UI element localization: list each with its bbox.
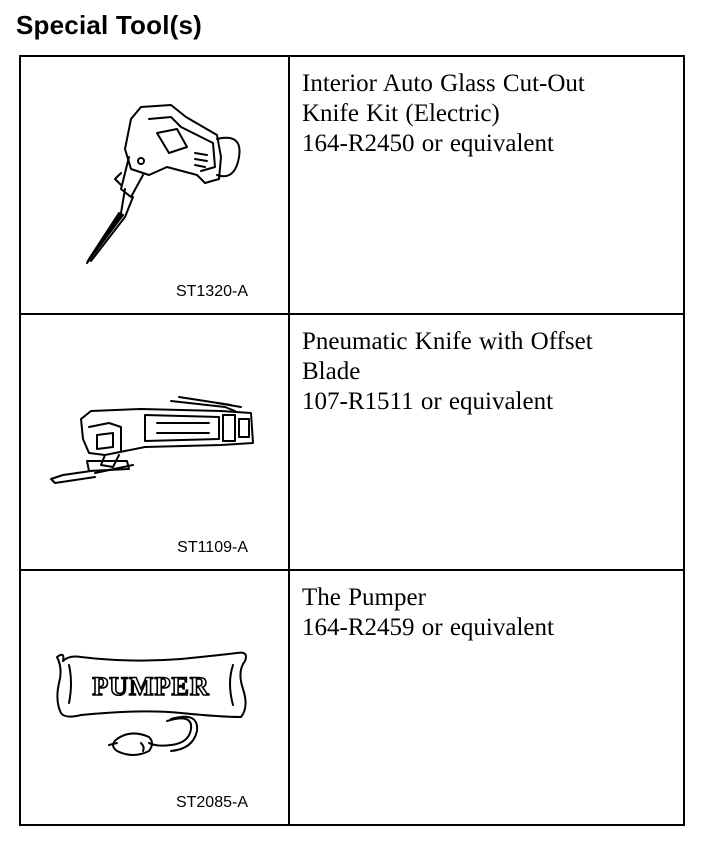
tool-name-line-1: Interior Auto Glass Cut-Out xyxy=(302,70,585,97)
tool-part-number: 164-R2459 or equivalent xyxy=(302,614,554,641)
tool-illustration-cell xyxy=(20,314,289,570)
tool-name-line-1: The Pumper xyxy=(302,584,426,611)
tool-description-cell xyxy=(289,570,684,825)
table-row xyxy=(20,314,684,570)
tool-illustration-cell xyxy=(20,56,289,314)
tool-description-cell xyxy=(289,56,684,314)
special-tools-table xyxy=(19,55,685,826)
page-title: Special Tool(s) xyxy=(16,10,202,40)
tool-code: ST1320-A xyxy=(175,283,248,300)
bag-label: PUMPER xyxy=(92,672,210,701)
electric-glass-cutout-knife-icon xyxy=(21,57,288,312)
tool-name-line-1: Pneumatic Knife with Offset xyxy=(302,328,593,355)
tool-illustration-cell xyxy=(20,570,289,825)
tool-description-cell xyxy=(289,314,684,570)
tool-part-number: 164-R2450 or equivalent xyxy=(302,130,554,157)
tool-name-line-2: Blade xyxy=(302,358,361,385)
tool-code: ST1109-A xyxy=(177,539,248,556)
table-row xyxy=(20,570,684,825)
pumper-air-bag-icon xyxy=(21,571,288,826)
table-row xyxy=(20,56,684,314)
tool-code: ST2085-A xyxy=(175,794,248,811)
tool-name-line-2: Knife Kit (Electric) xyxy=(302,100,500,127)
tool-part-number: 107-R1511 or equivalent xyxy=(302,388,554,415)
pneumatic-offset-knife-icon xyxy=(21,315,288,570)
